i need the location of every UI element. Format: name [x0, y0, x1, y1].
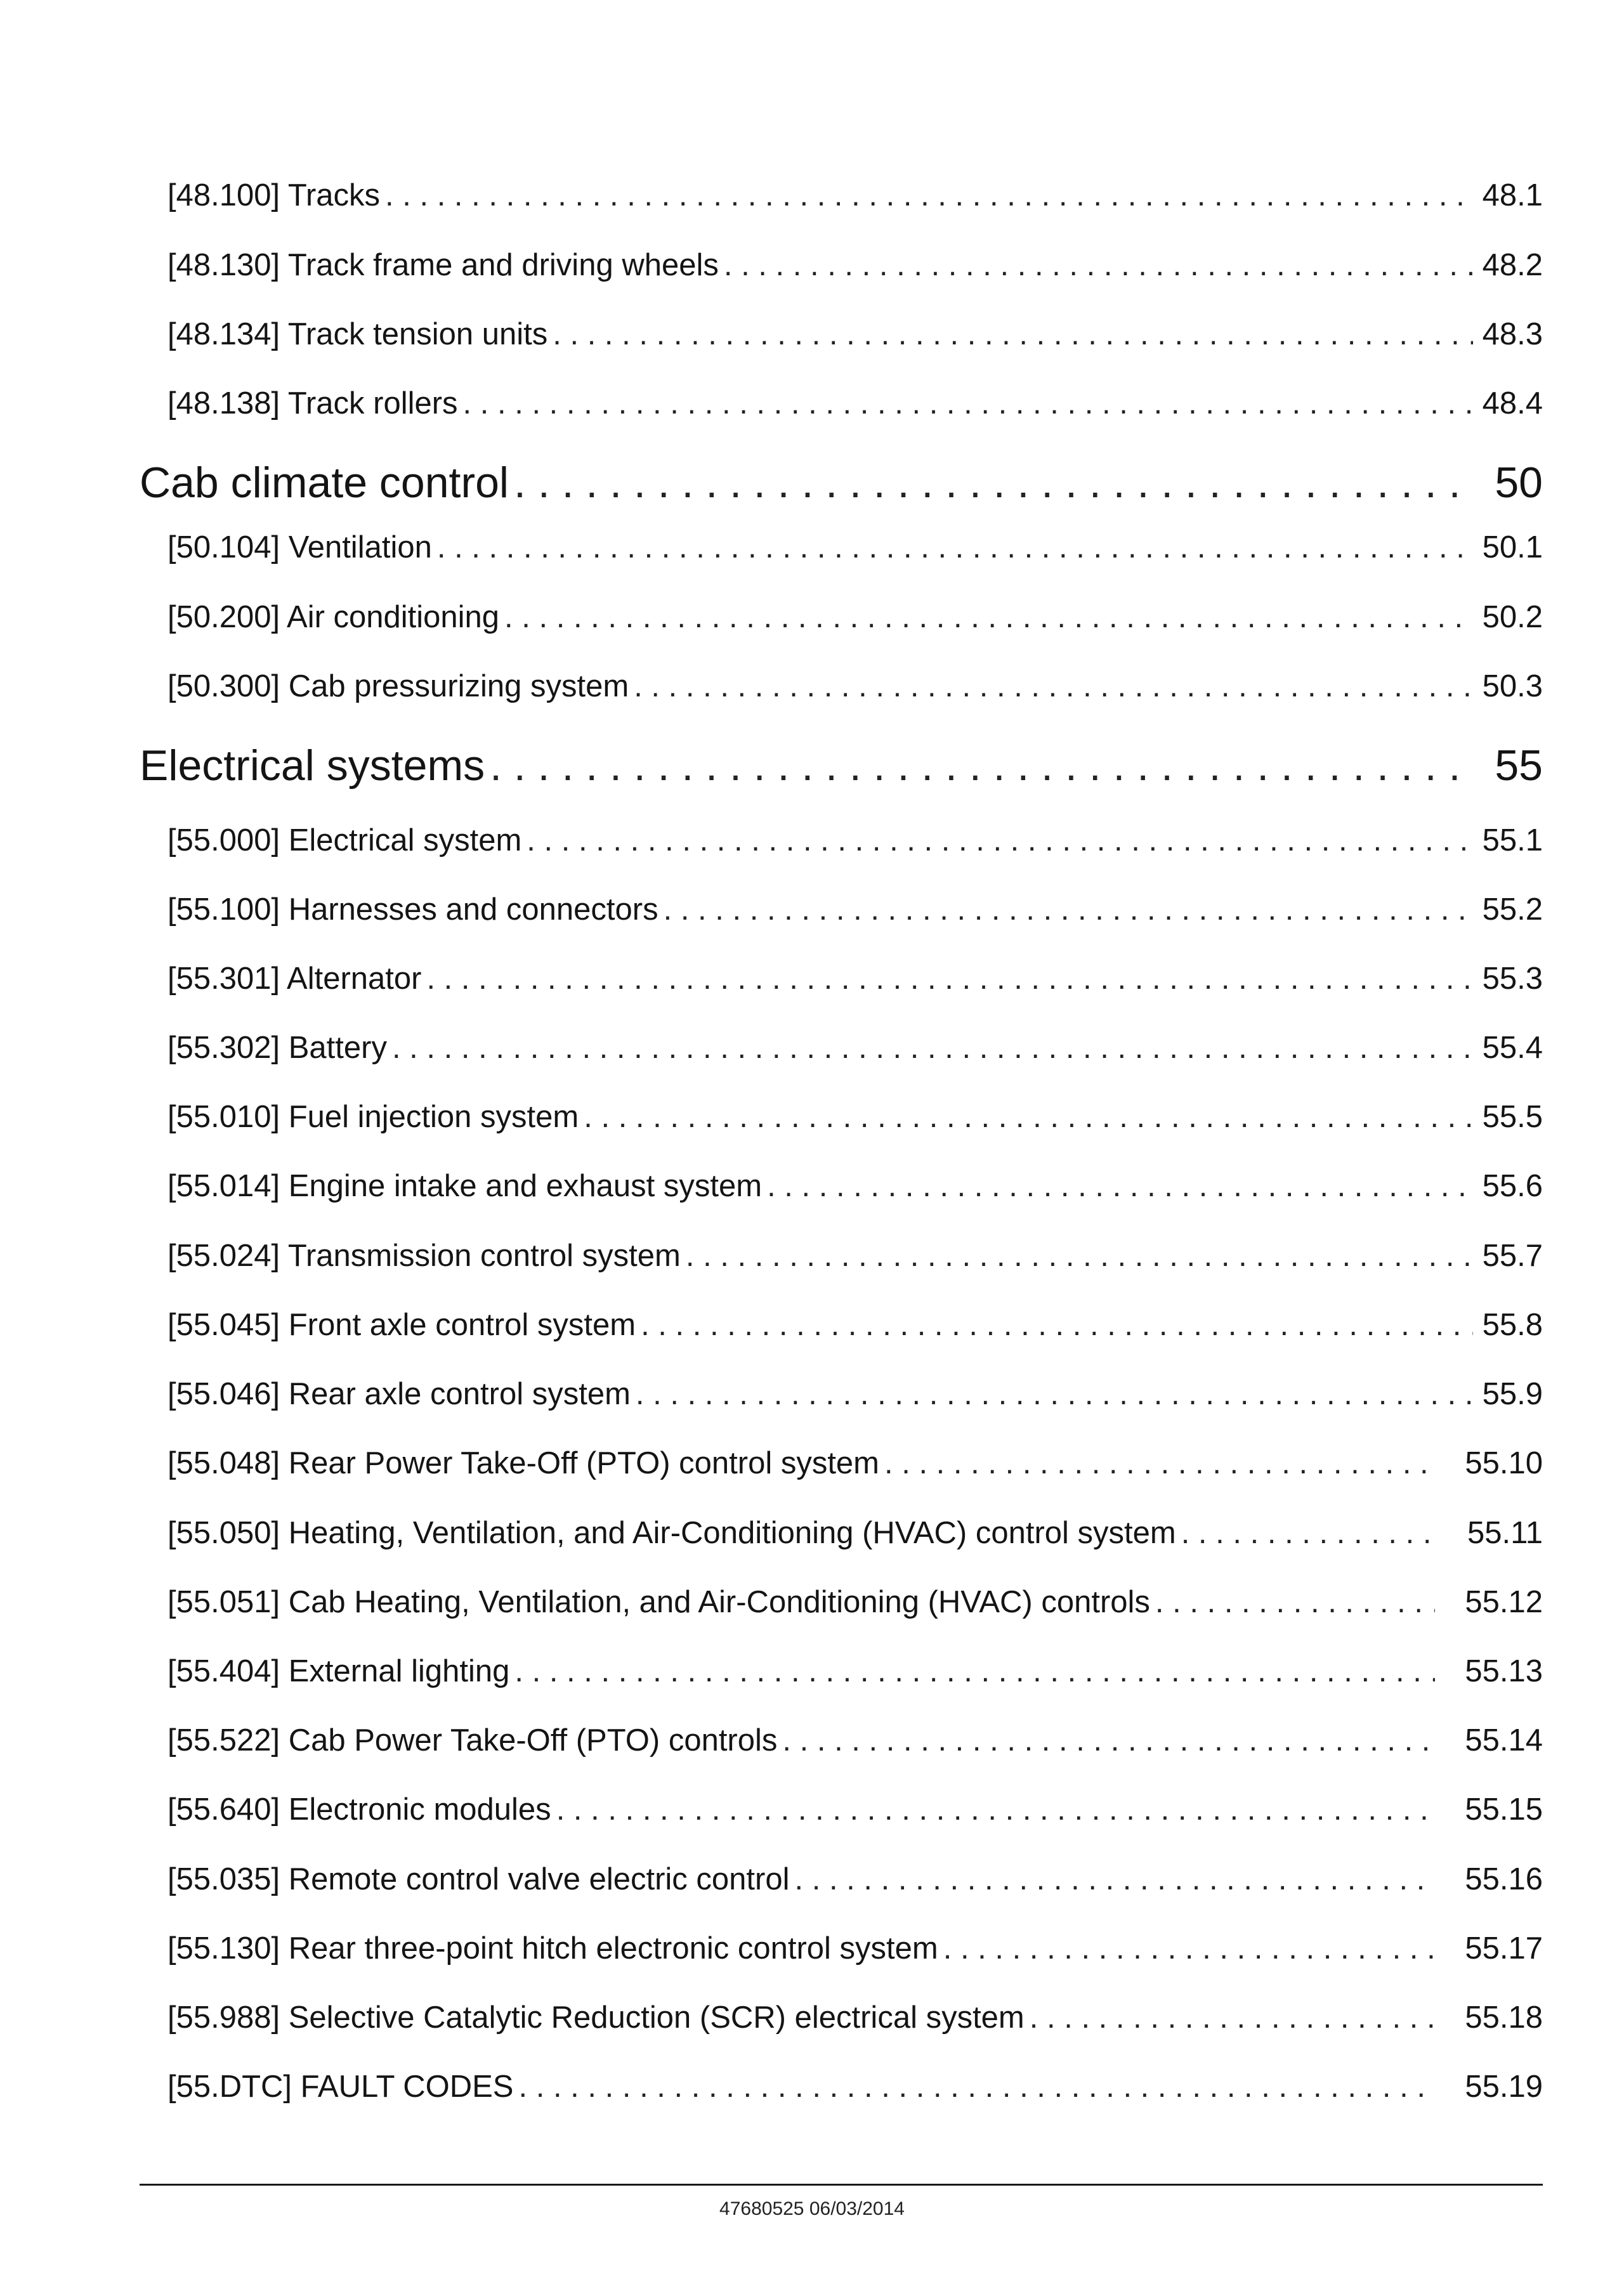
toc-entry-title: [55.051] Cab Heating, Ventilation, and Air-Conditioning (HVAC) controls — [167, 1585, 1150, 1619]
dot-leader — [556, 1792, 1435, 1827]
dot-leader — [767, 1168, 1473, 1204]
toc-entry[interactable] — [167, 2069, 1543, 2104]
toc-section-page: 50 — [1495, 459, 1543, 507]
toc-entry-title: [55.035] Remote control valve electric control — [167, 1862, 790, 1896]
toc-entry-title: [48.100] Tracks — [167, 178, 381, 212]
toc-entry[interactable] — [167, 599, 1543, 635]
dot-leader — [1030, 2000, 1435, 2035]
dot-leader — [884, 1445, 1435, 1481]
toc-entry[interactable] — [167, 1168, 1543, 1204]
toc-section-title: Cab climate control — [140, 459, 509, 507]
dot-leader — [943, 1931, 1435, 1966]
dot-leader — [724, 247, 1473, 283]
toc-entry[interactable] — [167, 1515, 1543, 1551]
toc-entry[interactable] — [167, 1723, 1543, 1758]
dot-leader — [392, 1030, 1473, 1066]
toc-entry-title: [55.302] Battery — [167, 1031, 387, 1065]
toc-entry[interactable] — [167, 892, 1543, 927]
dot-leader — [385, 178, 1473, 213]
dot-leader — [518, 2069, 1435, 2104]
toc-entry-page: 48.3 — [1482, 317, 1543, 351]
toc-entry[interactable] — [167, 1862, 1543, 1897]
toc-entry-page: 55.7 — [1482, 1239, 1543, 1273]
toc-entry[interactable] — [167, 1931, 1543, 1966]
dot-leader — [584, 1099, 1473, 1135]
toc-entry[interactable] — [167, 1445, 1543, 1481]
toc-section[interactable] — [140, 741, 1543, 790]
dot-leader — [437, 530, 1473, 565]
dot-leader — [490, 741, 1460, 790]
toc-entry[interactable] — [167, 1376, 1543, 1412]
toc-entry-page: 55.14 — [1465, 1723, 1543, 1758]
toc-entry-title: [55.DTC] FAULT CODES — [167, 2070, 514, 2104]
toc-entry[interactable] — [167, 1099, 1543, 1135]
toc-entry-title: [55.000] Electrical system — [167, 823, 522, 858]
toc-entry[interactable] — [167, 823, 1543, 858]
toc-entry-page: 55.13 — [1465, 1654, 1543, 1688]
toc-entry-title: [55.014] Engine intake and exhaust system — [167, 1169, 763, 1203]
dot-leader — [514, 458, 1460, 507]
toc-entry-page: 55.8 — [1482, 1308, 1543, 1342]
dot-leader — [463, 386, 1473, 421]
toc-entry[interactable] — [167, 386, 1543, 421]
toc-entry-page: 55.17 — [1465, 1931, 1543, 1966]
toc-entry-page: 55.1 — [1482, 823, 1543, 858]
toc-entry-title: [55.024] Transmission control system — [167, 1239, 681, 1273]
toc-entry-page: 50.3 — [1482, 669, 1543, 703]
toc-entry[interactable] — [167, 316, 1543, 352]
toc-entry-page: 50.2 — [1482, 600, 1543, 634]
toc-entry-title: [48.130] Track frame and driving wheels — [167, 248, 719, 282]
toc-entry-title: [55.010] Fuel injection system — [167, 1100, 579, 1134]
toc-entry-title: [55.301] Alternator — [167, 962, 422, 996]
toc-entry-title: [50.300] Cab pressurizing system — [167, 669, 629, 703]
toc-entry[interactable] — [167, 1307, 1543, 1343]
toc-entry-page: 55.10 — [1465, 1446, 1543, 1480]
dot-leader — [1155, 1584, 1435, 1620]
toc-entry-title: [55.046] Rear axle control system — [167, 1377, 631, 1411]
toc-entry[interactable] — [167, 1030, 1543, 1066]
toc-section-page: 55 — [1495, 741, 1543, 790]
toc-entry[interactable] — [167, 1238, 1543, 1274]
toc-entry-title: [48.134] Track tension units — [167, 317, 548, 351]
toc-entry-page: 48.4 — [1482, 386, 1543, 421]
toc-entry-page: 55.2 — [1482, 892, 1543, 927]
toc-entry-page: 55.12 — [1465, 1585, 1543, 1619]
toc-entry[interactable] — [167, 247, 1543, 283]
toc-entry-title: [55.522] Cab Power Take-Off (PTO) controls — [167, 1723, 778, 1758]
toc-entry[interactable] — [167, 2000, 1543, 2035]
toc-entry-title: [50.104] Ventilation — [167, 530, 432, 564]
dot-leader — [1181, 1515, 1435, 1551]
toc-entry[interactable] — [167, 961, 1543, 996]
dot-leader — [553, 316, 1473, 352]
dot-leader — [504, 599, 1473, 635]
toc-entry[interactable] — [167, 669, 1543, 704]
toc-entry-page: 55.4 — [1482, 1031, 1543, 1065]
toc-entry-title: [55.640] Electronic modules — [167, 1792, 551, 1827]
footer-document-reference: 47680525 06/03/2014 — [719, 2198, 905, 2219]
toc-entry-page: 55.11 — [1467, 1516, 1543, 1550]
toc-entry-page: 48.2 — [1482, 248, 1543, 282]
dot-leader — [514, 1654, 1435, 1689]
toc-entry-page: 55.5 — [1482, 1100, 1543, 1134]
toc-entry[interactable] — [167, 1584, 1543, 1620]
toc-entry-page: 50.1 — [1482, 530, 1543, 564]
toc-entry-page: 55.18 — [1465, 2000, 1543, 2035]
toc-entry-title: [55.045] Front axle control system — [167, 1308, 636, 1342]
dot-leader — [636, 1376, 1473, 1412]
toc-entry[interactable] — [167, 178, 1543, 213]
toc-entry[interactable] — [167, 1654, 1543, 1689]
toc-entry-title: [50.200] Air conditioning — [167, 600, 500, 634]
toc-entry-page: 55.16 — [1465, 1862, 1543, 1896]
footer-divider — [140, 2184, 1543, 2186]
toc-section[interactable] — [140, 458, 1543, 507]
toc-entry-page: 48.1 — [1482, 178, 1543, 212]
toc-entry-page: 55.6 — [1482, 1169, 1543, 1203]
toc-entry-page: 55.9 — [1482, 1377, 1543, 1411]
toc-entry-page: 55.15 — [1465, 1792, 1543, 1827]
toc-entry-title: [55.050] Heating, Ventilation, and Air-Conditioning (HVAC) control system — [167, 1516, 1176, 1550]
dot-leader — [527, 823, 1473, 858]
toc-entry-title: [55.100] Harnesses and connectors — [167, 892, 658, 927]
dot-leader — [641, 1307, 1473, 1343]
dot-leader — [794, 1862, 1435, 1897]
dot-leader — [782, 1723, 1435, 1758]
toc-section-title: Electrical systems — [140, 741, 485, 790]
dot-leader — [426, 961, 1473, 996]
toc-entry-page: 55.19 — [1465, 2070, 1543, 2104]
toc-entry-title: [55.130] Rear three-point hitch electronic control system — [167, 1931, 938, 1966]
dot-leader — [664, 892, 1473, 927]
toc-entry[interactable] — [167, 530, 1543, 565]
toc-entry[interactable] — [167, 1792, 1543, 1827]
toc-entry-title: [48.138] Track rollers — [167, 386, 458, 421]
toc-entry-title: [55.988] Selective Catalytic Reduction (SCR) electrical system — [167, 2000, 1025, 2035]
toc-entry-title: [55.048] Rear Power Take-Off (PTO) control system — [167, 1446, 879, 1480]
dot-leader — [686, 1238, 1473, 1274]
toc-entry-title: [55.404] External lighting — [167, 1654, 510, 1688]
toc-entry-page: 55.3 — [1482, 962, 1543, 996]
dot-leader — [634, 669, 1473, 704]
